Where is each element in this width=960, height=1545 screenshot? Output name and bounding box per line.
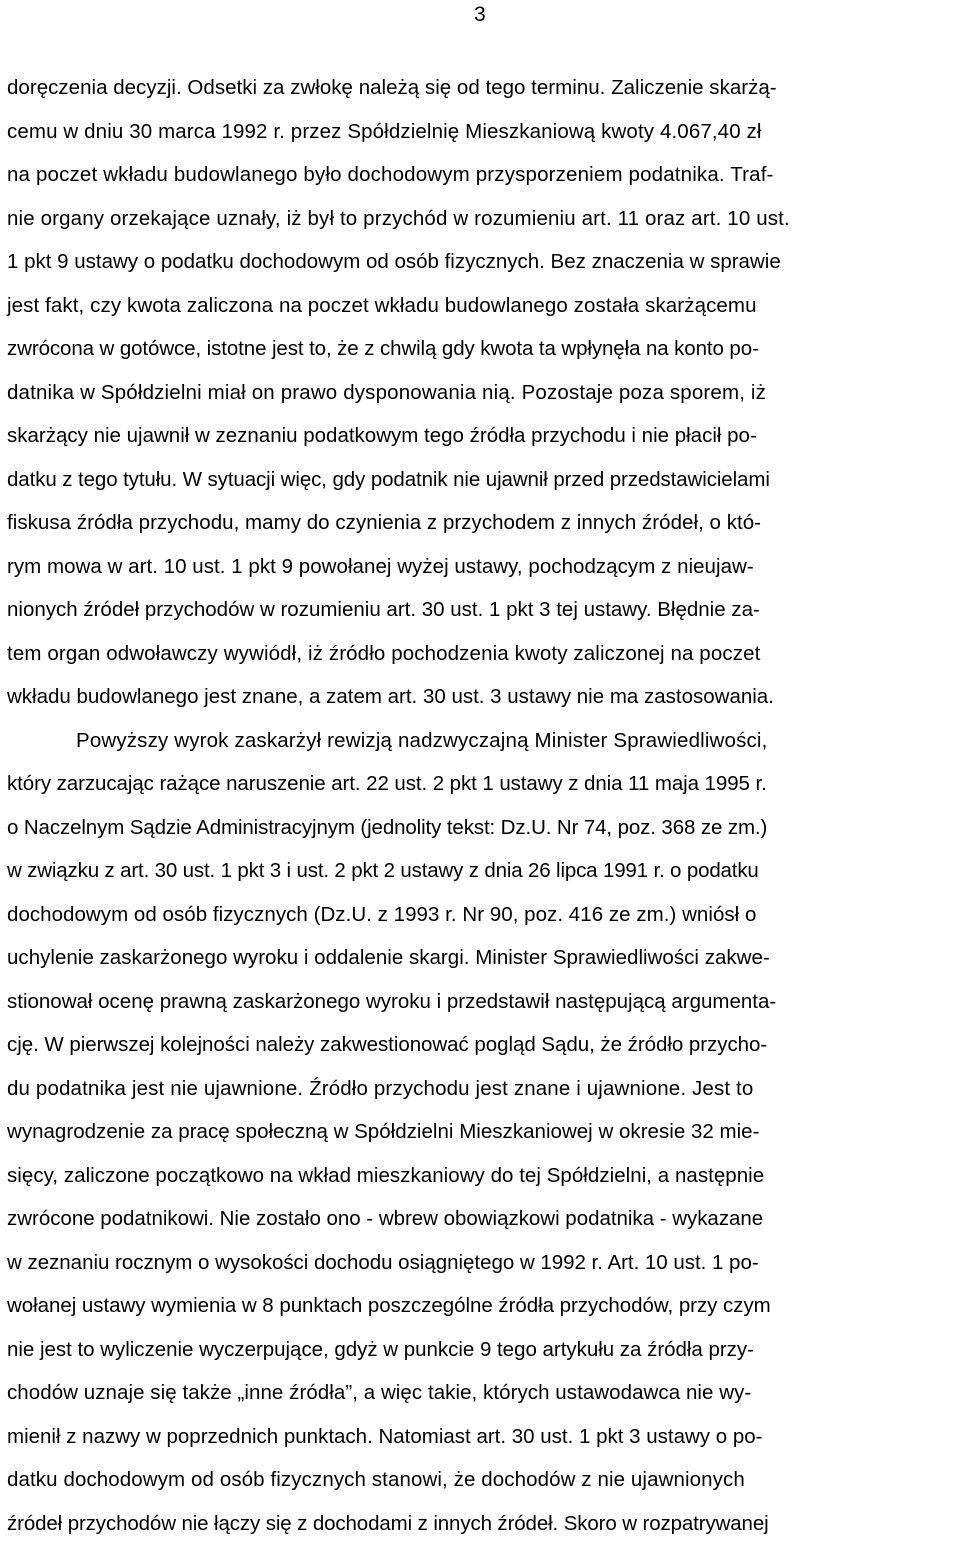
text-line: tem organ odwoławczy wywiódł, iż źródło pochodzenia kwoty zaliczonej na poczet	[7, 632, 955, 676]
text-line: w zeznaniu rocznym o wysokości dochodu osiągniętego w 1992 r. Art. 10 ust. 1 po-	[7, 1241, 955, 1285]
text-line: doręczenia decyzji. Odsetki za zwłokę należą się od tego terminu. Zaliczenie skarżą-	[7, 66, 955, 110]
text-line: mienił z nazwy w poprzednich punktach. Natomiast art. 30 ust. 1 pkt 3 ustawy o po-	[7, 1415, 955, 1459]
text-line: o Naczelnym Sądzie Administracyjnym (jednolity tekst: Dz.U. Nr 74, poz. 368 ze zm.)	[7, 806, 955, 850]
text-line: cję. W pierwszej kolejności należy zakwestionować pogląd Sądu, że źródło przycho-	[7, 1023, 955, 1067]
text-line: cemu w dniu 30 marca 1992 r. przez Spółdzielnię Mieszkaniową kwoty 4.067,40 zł	[7, 110, 955, 154]
text-line: wkładu budowlanego jest znane, a zatem art. 30 ust. 3 ustawy nie ma zastosowania.	[7, 675, 955, 719]
text-line: stionował ocenę prawną zaskarżonego wyroku i przedstawił następującą argumenta-	[7, 980, 955, 1024]
text-line: chodów uznaje się także „inne źródła”, a więc takie, których ustawodawca nie wy-	[7, 1371, 955, 1415]
text-line: uchylenie zaskarżonego wyroku i oddalenie skargi. Minister Sprawiedliwości zakwe-	[7, 936, 955, 980]
text-line: datnika w Spółdzielni miał on prawo dysponowania nią. Pozostaje poza sporem, iż	[7, 371, 955, 415]
text-line: datku z tego tytułu. W sytuacji więc, gdy podatnik nie ujawnił przed przedstawicielami	[7, 458, 955, 502]
text-line: 1 pkt 9 ustawy o podatku dochodowym od osób fizycznych. Bez znaczenia w sprawie	[7, 240, 955, 284]
text-line: Powyższy wyrok zaskarżył rewizją nadzwyczajną Minister Sprawiedliwości,	[7, 719, 955, 763]
text-line: zwrócone podatnikowi. Nie zostało ono - wbrew obowiązkowi podatnika - wykazane	[7, 1197, 955, 1241]
page-number: 3	[474, 2, 486, 28]
document-body	[7, 66, 955, 1545]
text-line: du podatnika jest nie ujawnione. Źródło przychodu jest znane i ujawnione. Jest to	[7, 1067, 955, 1111]
text-line: który zarzucając rażące naruszenie art. 22 ust. 2 pkt 1 ustawy z dnia 11 maja 1995 r.	[7, 762, 955, 806]
text-line: rym mowa w art. 10 ust. 1 pkt 9 powołanej wyżej ustawy, pochodzącym z nieujaw-	[7, 545, 955, 589]
text-line: źródeł przychodów nie łączy się z dochodami z innych źródeł. Skoro w rozpatrywanej	[7, 1502, 955, 1545]
text-line: nionych źródeł przychodów w rozumieniu art. 30 ust. 1 pkt 3 tej ustawy. Błędnie za-	[7, 588, 955, 632]
text-line: fiskusa źródła przychodu, mamy do czynienia z przychodem z innych źródeł, o któ-	[7, 501, 955, 545]
text-line: dochodowym od osób fizycznych (Dz.U. z 1993 r. Nr 90, poz. 416 ze zm.) wniósł o	[7, 893, 955, 937]
text-line: jest fakt, czy kwota zaliczona na poczet wkładu budowlanego została skarżącemu	[7, 284, 955, 328]
text-line: w związku z art. 30 ust. 1 pkt 3 i ust. 2 pkt 2 ustawy z dnia 26 lipca 1991 r. o podatku	[7, 849, 955, 893]
text-line: nie jest to wyliczenie wyczerpujące, gdyż w punkcie 9 tego artykułu za źródła przy-	[7, 1328, 955, 1372]
text-line: skarżący nie ujawnił w zeznaniu podatkowym tego źródła przychodu i nie płacił po-	[7, 414, 955, 458]
text-line: wynagrodzenie za pracę społeczną w Spółdzielni Mieszkaniowej w okresie 32 mie-	[7, 1110, 955, 1154]
text-line: na poczet wkładu budowlanego było dochodowym przysporzeniem podatnika. Traf-	[7, 153, 955, 197]
text-line: zwrócona w gotówce, istotne jest to, że z chwilą gdy kwota ta wpłynęła na konto po-	[7, 327, 955, 371]
text-line: wołanej ustawy wymienia w 8 punktach poszczególne źródła przychodów, przy czym	[7, 1284, 955, 1328]
text-line: nie organy orzekające uznały, iż był to przychód w rozumieniu art. 11 oraz art. 10 ust.	[7, 197, 955, 241]
text-line: sięcy, zaliczone początkowo na wkład mieszkaniowy do tej Spółdzielni, a następnie	[7, 1154, 955, 1198]
text-line: datku dochodowym od osób fizycznych stanowi, że dochodów z nie ujawnionych	[7, 1458, 955, 1502]
